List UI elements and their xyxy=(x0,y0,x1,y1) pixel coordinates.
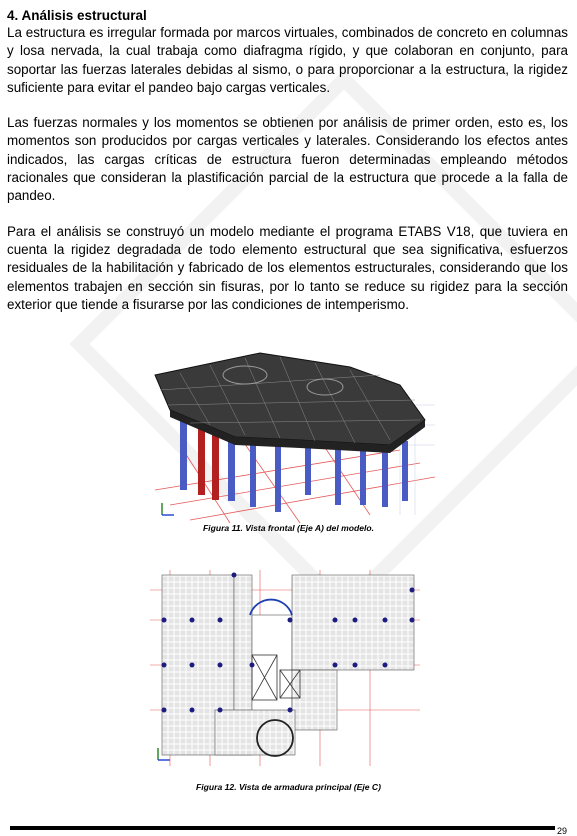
paragraph-forces: Las fuerzas normales y los momentos se obtienen por análisis de primer orden, esto es, los momentos son producidos por cargas verticales y laterales. Considerando los efectos antes indicados, las cargas críticas de estructura fueron determinadas empleando métodos racionales que consideran la plastificación parcial de la estructura que procede a la falla de pandeo. xyxy=(7,115,568,204)
page-number: 29 xyxy=(556,826,567,836)
figure-12-caption: Figura 12. Vista de armadura principal (Eje C) xyxy=(196,782,381,792)
figure-plan-view xyxy=(150,570,420,766)
footer-rule xyxy=(10,826,567,830)
slab xyxy=(155,353,425,453)
figure-11-caption: Figura 11. Vista frontal (Eje A) del modelo. xyxy=(202,523,375,533)
paragraph-structure: La estructura es irregular formada por marcos virtuales, combinados de concreto en columnas y losa nervada, la cual trabaja como diafragma rígido, y que colaboran en conjunto, para soportar las fuerzas laterales debidas al sismo, o para proporcionar a la estructura, la rigidez suficiente para evitar el pandeo bajo cargas verticales. xyxy=(7,25,568,95)
slab-panels xyxy=(162,575,414,755)
document-body xyxy=(7,7,568,331)
section-heading: 4. Análisis estructural xyxy=(7,8,147,23)
figure-3d-model xyxy=(150,345,440,525)
paragraph-model: Para el análisis se construyó un modelo mediante el programa ETABS V18, que tuviera en cuenta la rigidez degradada de todo elemento estructural que sea significativa, esfuerzos residuales de la habilitación y fabricado de los elementos estructurales, considerando que los elementos trabajen en sección sin fisuras, por lo tanto se reduce su rigidez para la sección exterior que tiende a fisurarse por las condiciones de intemperismo. xyxy=(7,223,568,312)
